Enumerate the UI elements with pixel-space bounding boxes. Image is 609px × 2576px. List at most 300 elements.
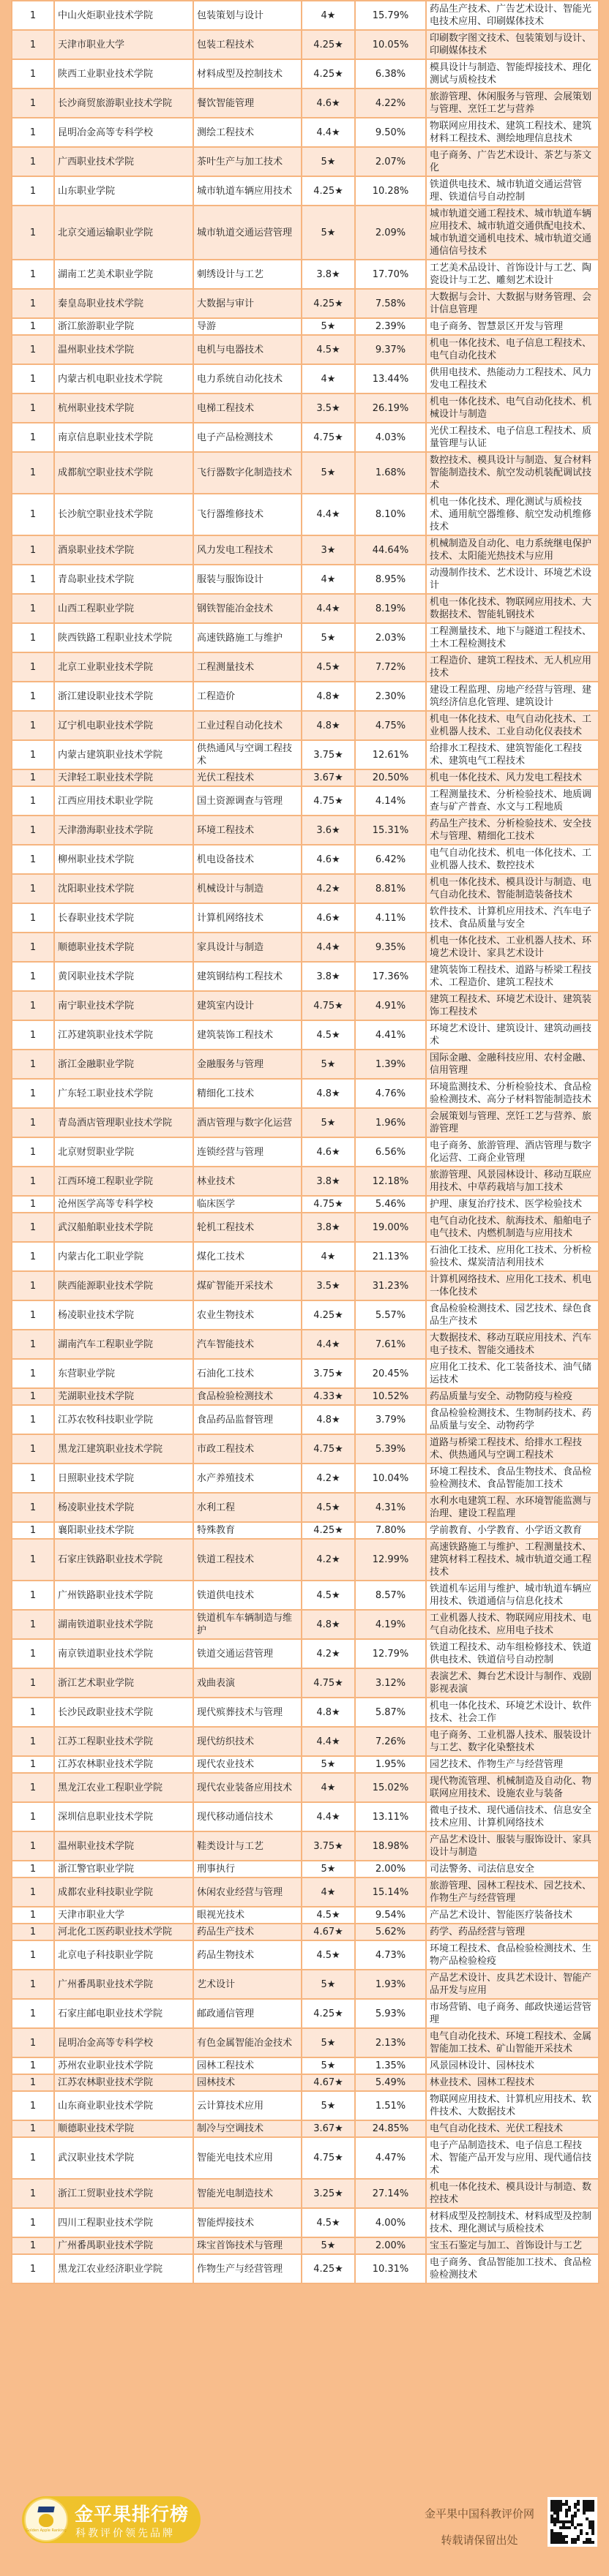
major-cell: 水利工程	[193, 1493, 302, 1522]
major-cell: 大数据与审计	[193, 289, 302, 318]
related-majors-cell: 电气自动化技术、航海技术、船舶电子电气技术、内燃机制造与应用技术	[426, 1213, 599, 1242]
school-cell: 江苏农林职业技术学院	[54, 2074, 193, 2091]
table-row	[12, 1079, 599, 1108]
major-cell: 现代农业装备应用技术	[193, 1773, 302, 1802]
school-cell: 襄阳职业技术学院	[54, 1522, 193, 1539]
table-row	[12, 535, 599, 565]
major-cell: 眼视光技术	[193, 1907, 302, 1924]
related-majors-cell: 药品生产技术、广告艺术设计、智能光电技术应用、印刷媒体技术	[426, 1, 599, 30]
star-rating-cell: 3.67★	[302, 2120, 355, 2137]
related-majors-cell: 药品质量与安全、动物防疫与检疫	[426, 1388, 599, 1405]
major-cell: 煤矿智能开采技术	[193, 1271, 302, 1300]
major-cell: 作物生产与经营管理	[193, 2254, 302, 2283]
table-row	[12, 147, 599, 176]
rank-cell: 1	[12, 2208, 54, 2237]
rate-cell: 13.44%	[355, 364, 426, 393]
rank-cell: 1	[12, 1698, 54, 1727]
related-majors-cell: 电子商务、智慧景区开发与管理	[426, 318, 599, 335]
school-cell: 浙江金融职业学院	[54, 1050, 193, 1079]
table-row	[12, 1242, 599, 1271]
major-cell: 制冷与空调技术	[193, 2120, 302, 2137]
major-cell: 食品药品监督管理	[193, 1405, 302, 1434]
related-majors-cell: 建设工程监理、房地产经营与管理、建筑经济信息化管理、建筑设计	[426, 682, 599, 711]
school-cell: 山西工程职业学院	[54, 594, 193, 623]
related-majors-cell: 电子商务、广告艺术设计、茶艺与茶文化	[426, 147, 599, 176]
school-cell: 黑龙江农业工程职业学院	[54, 1773, 193, 1802]
star-rating-cell: 3.8★	[302, 962, 355, 991]
major-cell: 导游	[193, 318, 302, 335]
rank-cell: 1	[12, 1756, 54, 1773]
rank-cell: 1	[12, 1999, 54, 2028]
table-row	[12, 1271, 599, 1300]
rank-cell: 1	[12, 1924, 54, 1940]
major-cell: 临床医学	[193, 1196, 302, 1213]
rate-cell: 7.26%	[355, 1727, 426, 1756]
rank-cell: 1	[12, 289, 54, 318]
star-rating-cell: 3.75★	[302, 1359, 355, 1388]
related-majors-cell: 食品检验检测技术、生物制药技术、药品质量与安全、动物药学	[426, 1405, 599, 1434]
related-majors-cell: 市场营销、电子商务、邮政快递运营管理	[426, 1999, 599, 2028]
related-majors-cell: 电气自动化技术、机电一体化技术、工业机器人技术、数控技术	[426, 845, 599, 874]
star-rating-cell: 4★	[302, 364, 355, 393]
related-majors-cell: 光伏工程技术、电子信息工程技术、质量管理与认证	[426, 423, 599, 452]
major-cell: 铁道交通运营管理	[193, 1639, 302, 1668]
major-cell: 钢铁智能冶金技术	[193, 594, 302, 623]
related-majors-cell: 环境艺术设计、建筑设计、建筑动画技术	[426, 1020, 599, 1050]
related-majors-cell: 国际金融、金融科技应用、农村金融、信用管理	[426, 1050, 599, 1079]
school-cell: 江苏建筑职业技术学院	[54, 1020, 193, 1050]
star-rating-cell: 4.6★	[302, 88, 355, 118]
related-majors-cell: 机电一体化技术、理化测试与质检技术、通用航空器维修、航空发动机维修技术	[426, 494, 599, 535]
star-rating-cell: 5★	[302, 2237, 355, 2254]
rank-cell: 1	[12, 652, 54, 682]
star-rating-cell: 3.5★	[302, 1271, 355, 1300]
major-cell: 建筑室内设计	[193, 991, 302, 1020]
qr-code-pattern	[550, 2500, 594, 2544]
table-row	[12, 1878, 599, 1907]
related-majors-cell: 机电一体化技术、电子信息工程技术、电气自动化技术	[426, 335, 599, 364]
major-cell: 测绘工程技术	[193, 118, 302, 147]
major-cell: 国土资源调查与管理	[193, 786, 302, 816]
table-row	[12, 1970, 599, 1999]
major-cell: 现代移动通信技术	[193, 1802, 302, 1831]
major-cell: 材料成型及控制技术	[193, 59, 302, 88]
star-rating-cell: 5★	[302, 206, 355, 260]
school-cell: 浙江艺术职业学院	[54, 1668, 193, 1698]
major-cell: 药品生物技术	[193, 1940, 302, 1970]
rank-cell: 1	[12, 335, 54, 364]
credit-reprint-notice: 转载请保留出处	[441, 2534, 518, 2547]
table-row	[12, 2028, 599, 2057]
star-rating-cell: 5★	[302, 318, 355, 335]
related-majors-cell: 电子商务、工业机器人技术、服装设计与工艺、数字化染整技术	[426, 1727, 599, 1756]
star-rating-cell: 4★	[302, 1878, 355, 1907]
table-row	[12, 1, 599, 30]
school-cell: 浙江建设职业技术学院	[54, 682, 193, 711]
major-cell: 机电设备技术	[193, 845, 302, 874]
school-cell: 湖南铁道职业技术学院	[54, 1610, 193, 1639]
school-cell: 石家庄邮电职业技术学院	[54, 1999, 193, 2028]
rate-cell: 26.19%	[355, 393, 426, 423]
rank-cell: 1	[12, 318, 54, 335]
rank-cell: 1	[12, 2074, 54, 2091]
school-cell: 广东轻工职业技术学院	[54, 1079, 193, 1108]
table-row	[12, 59, 599, 88]
rate-cell: 9.50%	[355, 118, 426, 147]
star-rating-cell: 4.75★	[302, 2137, 355, 2179]
rank-cell: 1	[12, 147, 54, 176]
footer	[0, 2479, 609, 2576]
star-rating-cell: 5★	[302, 1970, 355, 1999]
table-row	[12, 30, 599, 59]
table-row	[12, 1907, 599, 1924]
related-majors-cell: 大数据技术、移动互联应用技术、汽车电子技术、智能交通技术	[426, 1330, 599, 1359]
star-rating-cell: 5★	[302, 1108, 355, 1137]
star-rating-cell: 4.2★	[302, 1639, 355, 1668]
major-cell: 工程造价	[193, 682, 302, 711]
star-rating-cell: 5★	[302, 1756, 355, 1773]
major-cell: 机械设计与制造	[193, 874, 302, 903]
related-majors-cell: 风景园林设计、园林技术	[426, 2057, 599, 2074]
related-majors-cell: 给排水工程技术、建筑智能化工程技术、建筑电气工程技术	[426, 740, 599, 769]
table-row	[12, 176, 599, 206]
major-cell: 供热通风与空调工程技术	[193, 740, 302, 769]
rate-cell: 5.39%	[355, 1434, 426, 1464]
related-majors-cell: 数控技术、模具设计与制造、复合材料智能制造技术、航空发动机装配调试技术	[426, 452, 599, 494]
school-cell: 长春职业技术学院	[54, 903, 193, 933]
rate-cell: 21.13%	[355, 1242, 426, 1271]
rate-cell: 8.57%	[355, 1581, 426, 1610]
rate-cell: 1.68%	[355, 452, 426, 494]
star-rating-cell: 4★	[302, 565, 355, 594]
rank-cell: 1	[12, 2237, 54, 2254]
rank-cell: 1	[12, 874, 54, 903]
rank-cell: 1	[12, 1861, 54, 1878]
major-cell: 服装与服饰设计	[193, 565, 302, 594]
table-row	[12, 335, 599, 364]
related-majors-cell: 电子产品制造技术、电子信息工程技术、智能产品开发与应用、现代通信技术	[426, 2137, 599, 2179]
rate-cell: 13.11%	[355, 1802, 426, 1831]
rate-cell: 4.14%	[355, 786, 426, 816]
school-cell: 青岛酒店管理职业技术学院	[54, 1108, 193, 1137]
table-row	[12, 682, 599, 711]
apple-icon	[39, 2514, 53, 2527]
star-rating-cell: 4.75★	[302, 1196, 355, 1213]
rank-cell: 1	[12, 962, 54, 991]
major-cell: 现代纺织技术	[193, 1727, 302, 1756]
rate-cell: 4.19%	[355, 1610, 426, 1639]
star-rating-cell: 4.8★	[302, 682, 355, 711]
rate-cell: 6.56%	[355, 1137, 426, 1167]
table-row	[12, 769, 599, 786]
school-cell: 南宁职业技术学院	[54, 991, 193, 1020]
rank-cell: 1	[12, 1464, 54, 1493]
rank-cell: 1	[12, 59, 54, 88]
related-majors-cell: 护理、康复治疗技术、医学检验技术	[426, 1196, 599, 1213]
related-majors-cell: 铁道机车运用与维护、城市轨道车辆应用技术、铁道通信与信息化技术	[426, 1581, 599, 1610]
table-row	[12, 118, 599, 147]
star-rating-cell: 4.4★	[302, 118, 355, 147]
table-row	[12, 711, 599, 740]
school-cell: 东营职业学院	[54, 1359, 193, 1388]
table-row	[12, 2074, 599, 2091]
related-majors-cell: 旅游管理、园林工程技术、园艺技术、作物生产与经营管理	[426, 1878, 599, 1907]
rank-cell: 1	[12, 118, 54, 147]
star-rating-cell: 4.6★	[302, 845, 355, 874]
school-cell: 武汉职业技术学院	[54, 2137, 193, 2179]
rank-cell: 1	[12, 2254, 54, 2283]
school-cell: 浙江工贸职业技术学院	[54, 2179, 193, 2208]
major-cell: 鞋类设计与工艺	[193, 1831, 302, 1861]
rate-cell: 9.37%	[355, 335, 426, 364]
table-row	[12, 423, 599, 452]
table-row	[12, 2179, 599, 2208]
major-cell: 珠宝首饰技术与管理	[193, 2237, 302, 2254]
star-rating-cell: 4.5★	[302, 1020, 355, 1050]
major-cell: 电梯工程技术	[193, 393, 302, 423]
related-majors-cell: 工程测量技术、分析检验技术、地质调查与矿产普查、水文与工程地质	[426, 786, 599, 816]
school-cell: 四川工程职业技术学院	[54, 2208, 193, 2237]
rank-cell: 1	[12, 1137, 54, 1167]
major-cell: 风力发电工程技术	[193, 535, 302, 565]
school-cell: 杨凌职业技术学院	[54, 1493, 193, 1522]
school-cell: 沈阳职业技术学院	[54, 874, 193, 903]
star-rating-cell: 3.8★	[302, 1213, 355, 1242]
rank-cell: 1	[12, 88, 54, 118]
rate-cell: 12.18%	[355, 1167, 426, 1196]
table-row	[12, 1727, 599, 1756]
related-majors-cell: 学前教育、小学教育、小学语文教育	[426, 1522, 599, 1539]
rank-cell: 1	[12, 30, 54, 59]
related-majors-cell: 药学、药品经营与管理	[426, 1924, 599, 1940]
table-row	[12, 206, 599, 260]
school-cell: 南京铁道职业技术学院	[54, 1639, 193, 1668]
star-rating-cell: 4★	[302, 1773, 355, 1802]
table-row	[12, 1639, 599, 1668]
rank-cell: 1	[12, 1196, 54, 1213]
table-row	[12, 1493, 599, 1522]
major-cell: 园林技术	[193, 2074, 302, 2091]
table-row	[12, 1831, 599, 1861]
rate-cell: 2.07%	[355, 147, 426, 176]
table-row	[12, 318, 599, 335]
star-rating-cell: 5★	[302, 2057, 355, 2074]
school-cell: 黑龙江农业经济职业学院	[54, 2254, 193, 2283]
rate-cell: 1.51%	[355, 2091, 426, 2120]
school-cell: 内蒙古化工职业学院	[54, 1242, 193, 1271]
rate-cell: 7.58%	[355, 289, 426, 318]
star-rating-cell: 4.2★	[302, 1539, 355, 1581]
major-cell: 计算机网络技术	[193, 903, 302, 933]
related-majors-cell: 机械制造及自动化、电力系统继电保护技术、太阳能光热技术与应用	[426, 535, 599, 565]
related-majors-cell: 机电一体化技术、风力发电工程技术	[426, 769, 599, 786]
school-cell: 昆明冶金高等专科学校	[54, 2028, 193, 2057]
table-row	[12, 962, 599, 991]
rank-cell: 1	[12, 2091, 54, 2120]
school-cell: 酒泉职业技术学院	[54, 535, 193, 565]
star-rating-cell: 4.75★	[302, 786, 355, 816]
star-rating-cell: 4.75★	[302, 423, 355, 452]
star-rating-cell: 3★	[302, 535, 355, 565]
related-majors-cell: 环境工程技术、食品检验检测技术、生物产品检验检疫	[426, 1940, 599, 1970]
rate-cell: 5.93%	[355, 1999, 426, 2028]
school-cell: 黑龙江建筑职业技术学院	[54, 1434, 193, 1464]
rate-cell: 5.49%	[355, 2074, 426, 2091]
star-rating-cell: 4.2★	[302, 1464, 355, 1493]
related-majors-cell: 环境工程技术、食品生物技术、食品检验检测技术、食品智能加工技术	[426, 1464, 599, 1493]
table-row	[12, 1359, 599, 1388]
rate-cell: 4.47%	[355, 2137, 426, 2179]
rank-cell: 1	[12, 1581, 54, 1610]
star-rating-cell: 5★	[302, 1861, 355, 1878]
rank-cell: 1	[12, 1878, 54, 1907]
credit-site-name: 金平果中国科教评价网	[424, 2507, 534, 2520]
rank-cell: 1	[12, 1108, 54, 1137]
major-cell: 农业生物技术	[193, 1300, 302, 1330]
star-rating-cell: 4.8★	[302, 1698, 355, 1727]
school-cell: 山东职业学院	[54, 176, 193, 206]
school-cell: 南京信息职业技术学院	[54, 423, 193, 452]
rank-cell: 1	[12, 1831, 54, 1861]
rate-cell: 15.14%	[355, 1878, 426, 1907]
table-row	[12, 1999, 599, 2028]
rank-cell: 1	[12, 2179, 54, 2208]
related-majors-cell: 应用化工技术、化工装备技术、油气储运技术	[426, 1359, 599, 1388]
star-rating-cell: 4.75★	[302, 991, 355, 1020]
rate-cell: 1.39%	[355, 1050, 426, 1079]
star-rating-cell: 3.8★	[302, 1167, 355, 1196]
table-row	[12, 2254, 599, 2283]
rank-cell: 1	[12, 535, 54, 565]
related-majors-cell: 食品检验检测技术、园艺技术、绿色食品生产技术	[426, 1300, 599, 1330]
star-rating-cell: 3.8★	[302, 260, 355, 289]
rate-cell: 18.98%	[355, 1831, 426, 1861]
rate-cell: 4.41%	[355, 1020, 426, 1050]
rank-cell: 1	[12, 711, 54, 740]
related-majors-cell: 现代物流管理、机械制造及自动化、物联网应用技术、设施农业与装备	[426, 1773, 599, 1802]
table-row	[12, 2057, 599, 2074]
rank-cell: 1	[12, 393, 54, 423]
qr-code-icon[interactable]	[548, 2497, 597, 2547]
related-majors-cell: 工艺美术品设计、首饰设计与工艺、陶瓷设计与工艺、雕刻艺术设计	[426, 260, 599, 289]
table-row	[12, 2091, 599, 2120]
table-row	[12, 1388, 599, 1405]
school-cell: 浙江旅游职业学院	[54, 318, 193, 335]
rank-cell: 1	[12, 1271, 54, 1300]
major-cell: 水产养殖技术	[193, 1464, 302, 1493]
rate-cell: 2.13%	[355, 2028, 426, 2057]
major-cell: 精细化工技术	[193, 1079, 302, 1108]
major-cell: 金融服务与管理	[193, 1050, 302, 1079]
rate-cell: 4.75%	[355, 711, 426, 740]
major-cell: 高速铁路施工与维护	[193, 623, 302, 652]
related-majors-cell: 会展策划与管理、烹饪工艺与营养、旅游管理	[426, 1108, 599, 1137]
major-cell: 艺术设计	[193, 1970, 302, 1999]
rate-cell: 2.09%	[355, 206, 426, 260]
school-cell: 江西应用技术职业学院	[54, 786, 193, 816]
star-rating-cell: 4.75★	[302, 1434, 355, 1464]
rank-cell: 1	[12, 1300, 54, 1330]
major-cell: 连锁经营与管理	[193, 1137, 302, 1167]
star-rating-cell: 4★	[302, 1242, 355, 1271]
related-majors-cell: 工业机器人技术、物联网应用技术、电气自动化技术、应用电子技术	[426, 1610, 599, 1639]
related-majors-cell: 软件技术、计算机应用技术、汽车电子技术、食品质量与安全	[426, 903, 599, 933]
school-cell: 杭州职业技术学院	[54, 393, 193, 423]
rate-cell: 15.31%	[355, 816, 426, 845]
rank-cell: 1	[12, 991, 54, 1020]
major-cell: 铁道供电技术	[193, 1581, 302, 1610]
related-majors-cell: 印刷数字图文技术、包装策划与设计、印刷媒体技术	[426, 30, 599, 59]
major-cell: 特殊教育	[193, 1522, 302, 1539]
major-cell: 现代殡葬技术与管理	[193, 1698, 302, 1727]
table-row	[12, 1050, 599, 1079]
rate-cell: 15.79%	[355, 1, 426, 30]
school-cell: 温州职业技术学院	[54, 335, 193, 364]
rate-cell: 12.99%	[355, 1539, 426, 1581]
rate-cell: 27.14%	[355, 2179, 426, 2208]
rank-cell: 1	[12, 740, 54, 769]
rank-cell: 1	[12, 1668, 54, 1698]
related-majors-cell: 石油化工技术、应用化工技术、分析检验技术、煤炭清洁利用技术	[426, 1242, 599, 1271]
rank-cell: 1	[12, 1434, 54, 1464]
related-majors-cell: 材料成型及控制技术、材料成型及控制技术、理化测试与质检技术	[426, 2208, 599, 2237]
rate-cell: 4.31%	[355, 1493, 426, 1522]
table-row	[12, 991, 599, 1020]
rate-cell: 5.57%	[355, 1300, 426, 1330]
rank-cell: 1	[12, 1940, 54, 1970]
rank-cell: 1	[12, 1639, 54, 1668]
rank-cell: 1	[12, 494, 54, 535]
school-cell: 武汉船舶职业技术学院	[54, 1213, 193, 1242]
major-cell: 光伏工程技术	[193, 769, 302, 786]
school-cell: 杨凌职业技术学院	[54, 1300, 193, 1330]
star-rating-cell: 4.5★	[302, 1581, 355, 1610]
table-row	[12, 1434, 599, 1464]
rate-cell: 10.05%	[355, 30, 426, 59]
major-cell: 食品检验检测技术	[193, 1388, 302, 1405]
rank-cell: 1	[12, 1, 54, 30]
school-cell: 天津市职业大学	[54, 30, 193, 59]
school-cell: 北京财贸职业学院	[54, 1137, 193, 1167]
major-cell: 电子产品检测技术	[193, 423, 302, 452]
related-majors-cell: 工程造价、建筑工程技术、无人机应用技术	[426, 652, 599, 682]
star-rating-cell: 4.8★	[302, 1079, 355, 1108]
school-cell: 黄冈职业技术学院	[54, 962, 193, 991]
rate-cell: 5.62%	[355, 1924, 426, 1940]
related-majors-cell: 产品艺术设计、服装与服饰设计、家具设计与制造	[426, 1831, 599, 1861]
rate-cell: 10.04%	[355, 1464, 426, 1493]
major-cell: 汽车智能技术	[193, 1330, 302, 1359]
major-cell: 飞行器数字化制造技术	[193, 452, 302, 494]
school-cell: 北京电子科技职业学院	[54, 1940, 193, 1970]
graduation-cap-icon	[37, 2507, 54, 2512]
rank-cell: 1	[12, 1493, 54, 1522]
major-cell: 工业过程自动化技术	[193, 711, 302, 740]
school-cell: 广州番禺职业技术学院	[54, 1970, 193, 1999]
related-majors-cell: 宝玉石鉴定与加工、首饰设计与工艺	[426, 2237, 599, 2254]
rate-cell: 15.02%	[355, 1773, 426, 1802]
rate-cell: 5.46%	[355, 1196, 426, 1213]
rate-cell: 9.35%	[355, 933, 426, 962]
rank-cell: 1	[12, 1388, 54, 1405]
major-cell: 茶叶生产与加工技术	[193, 147, 302, 176]
rank-cell: 1	[12, 816, 54, 845]
star-rating-cell: 4.4★	[302, 594, 355, 623]
related-majors-cell: 物联网应用技术、建筑工程技术、建筑材料工程技术、测绘地理信息技术	[426, 118, 599, 147]
major-cell: 环境工程技术	[193, 816, 302, 845]
rate-cell: 6.42%	[355, 845, 426, 874]
star-rating-cell: 4.2★	[302, 874, 355, 903]
